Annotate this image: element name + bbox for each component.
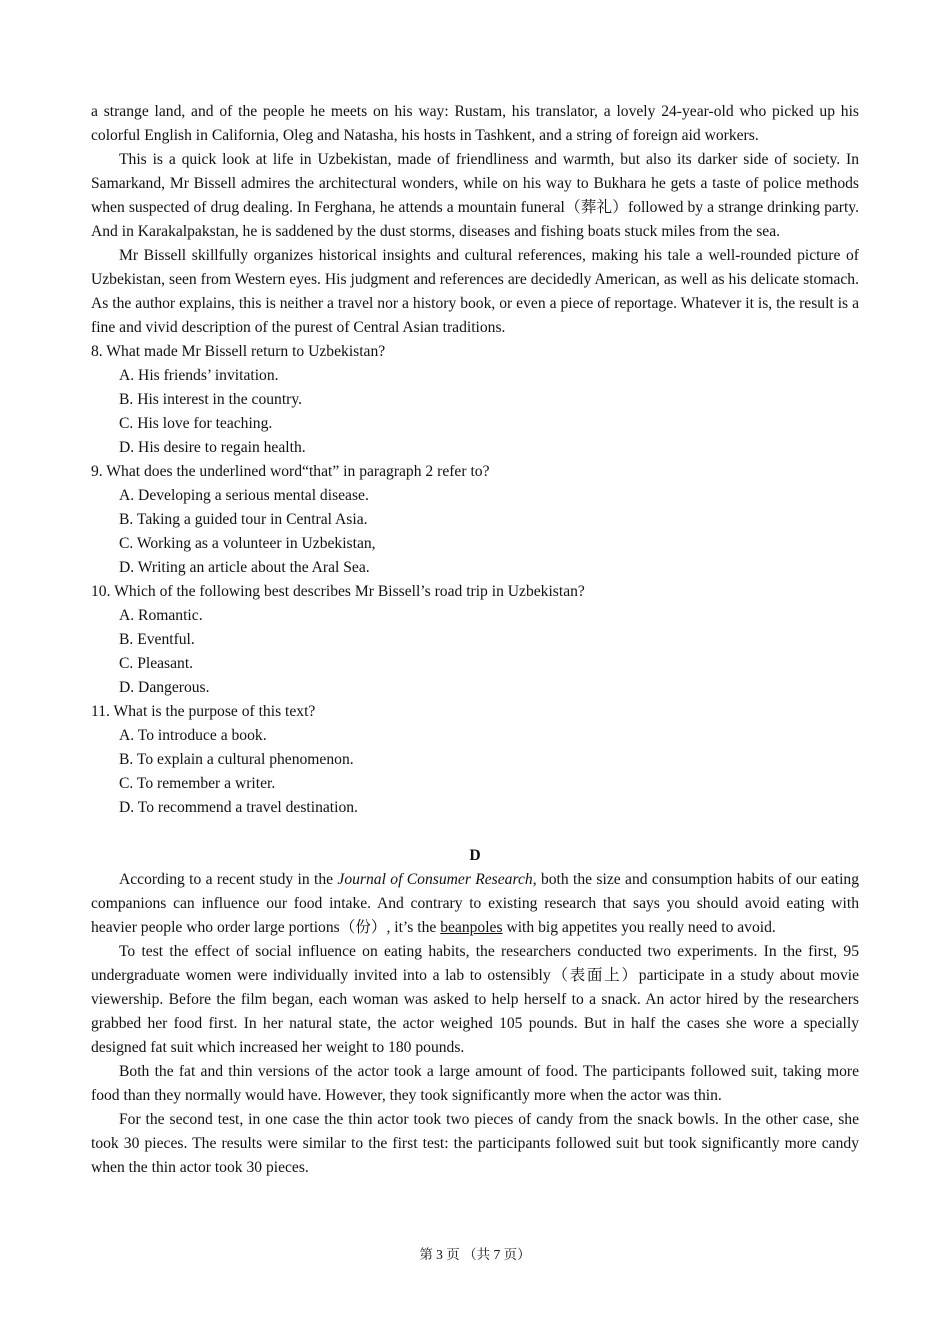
- option-c: C. His love for teaching.: [119, 415, 273, 432]
- option-d: D. To recommend a travel destination.: [119, 799, 358, 816]
- option-c: C. Working as a volunteer in Uzbekistan,: [119, 535, 376, 552]
- option-b: B. To explain a cultural phenomenon.: [119, 751, 354, 768]
- document-page: [91, 100, 859, 1180]
- question-11: [91, 700, 859, 820]
- option-list: [91, 724, 859, 820]
- question-stem: 8. What made Mr Bissell return to Uzbekistan?: [91, 343, 386, 360]
- question-9: [91, 460, 859, 580]
- underlined-word: beanpoles: [440, 919, 503, 936]
- question-stem: 11. What is the purpose of this text?: [91, 703, 316, 720]
- option-a: A. Romantic.: [119, 607, 203, 624]
- option-c: C. To remember a writer.: [119, 775, 276, 792]
- option-d: D. Writing an article about the Aral Sea.: [119, 559, 370, 576]
- passage-c-paragraph-1-continued: a strange land, and of the people he meets on his way: Rustam, his translator, a lovely 24-year-old who picked up his colorful English in California, Oleg and Natasha, his hosts in Tashkent, and a string of foreign aid workers.: [91, 103, 859, 144]
- passage-d-paragraph-1: [91, 868, 859, 940]
- journal-title: Journal of Consumer Research: [337, 871, 533, 888]
- option-b: B. Eventful.: [119, 631, 195, 648]
- option-a: A. Developing a serious mental disease.: [119, 487, 369, 504]
- section-heading-d: D: [469, 847, 481, 864]
- passage-d-paragraph-2: To test the effect of social influence on eating habits, the researchers conducted two experiments. In the first, 95 undergraduate women were individually invited into a lab to ostensibly（表面上）participate in a study about movie viewership. Before the film began, each woman was asked to help herself to a snack. An actor hired by the researchers grabbed her food first. In her natural state, the actor weighed 105 pounds. But in half the cases she wore a specially designed fat suit which increased her weight to 180 pounds.: [91, 943, 859, 1056]
- option-d: D. Dangerous.: [119, 679, 210, 696]
- question-stem: 10. Which of the following best describes Mr Bissell’s road trip in Uzbekistan?: [91, 583, 585, 600]
- passage-c-paragraph-3: Mr Bissell skillfully organizes historical insights and cultural references, making his tale a well-rounded picture of Uzbekistan, seen from Western eyes. His judgment and references are decidedly American, as well as his delicate stomach. As the author explains, this is neither a travel nor a history book, or even a piece of reportage. Whatever it is, the result is a fine and vivid description of the purest of Central Asian traditions.: [91, 247, 859, 336]
- option-d: D. His desire to regain health.: [119, 439, 306, 456]
- passage-c-paragraph-2: This is a quick look at life in Uzbekistan, made of friendliness and warmth, but also its darker side of society. In Samarkand, Mr Bissell admires the architectural wonders, while on his way to Bukhara he gets a taste of police methods when suspected of drug dealing. In Ferghana, he attends a mountain funeral（葬礼）followed by a strange drinking party. And in Karakalpakstan, he is saddened by the dust storms, diseases and fishing boats stuck miles from the sea.: [91, 151, 859, 240]
- text-run: , both the size and consumption habits of our eating companions can influence our food intake. And contrary to existing research that says you should avoid eating with heavier people who order large portions（份）, it’s the: [91, 871, 860, 936]
- option-list: [91, 604, 859, 700]
- question-stem: 9. What does the underlined word“that” in paragraph 2 refer to?: [91, 463, 490, 480]
- text-run: with big appetites you really need to avoid.: [502, 919, 776, 936]
- question-10: [91, 580, 859, 700]
- option-c: C. Pleasant.: [119, 655, 194, 672]
- passage-d-paragraph-4: For the second test, in one case the thin actor took two pieces of candy from the snack bowls. In the other case, she took 30 pieces. The results were similar to the first test: the participants followed suit but took significantly more candy when the thin actor took 30 pieces.: [91, 1111, 859, 1176]
- option-list: [91, 364, 859, 460]
- option-b: B. Taking a guided tour in Central Asia.: [119, 511, 368, 528]
- option-b: B. His interest in the country.: [119, 391, 303, 408]
- page-footer: 第 3 页 （共 7 页）: [419, 1247, 531, 1262]
- option-a: A. To introduce a book.: [119, 727, 267, 744]
- option-a: A. His friends’ invitation.: [119, 367, 279, 384]
- option-list: [91, 484, 859, 580]
- text-run: According to a recent study in the: [119, 871, 338, 888]
- passage-d-paragraph-3: Both the fat and thin versions of the actor took a large amount of food. The participants followed suit, taking more food than they normally would have. However, they took significantly more when the actor was thin.: [91, 1063, 859, 1104]
- question-8: [91, 340, 859, 460]
